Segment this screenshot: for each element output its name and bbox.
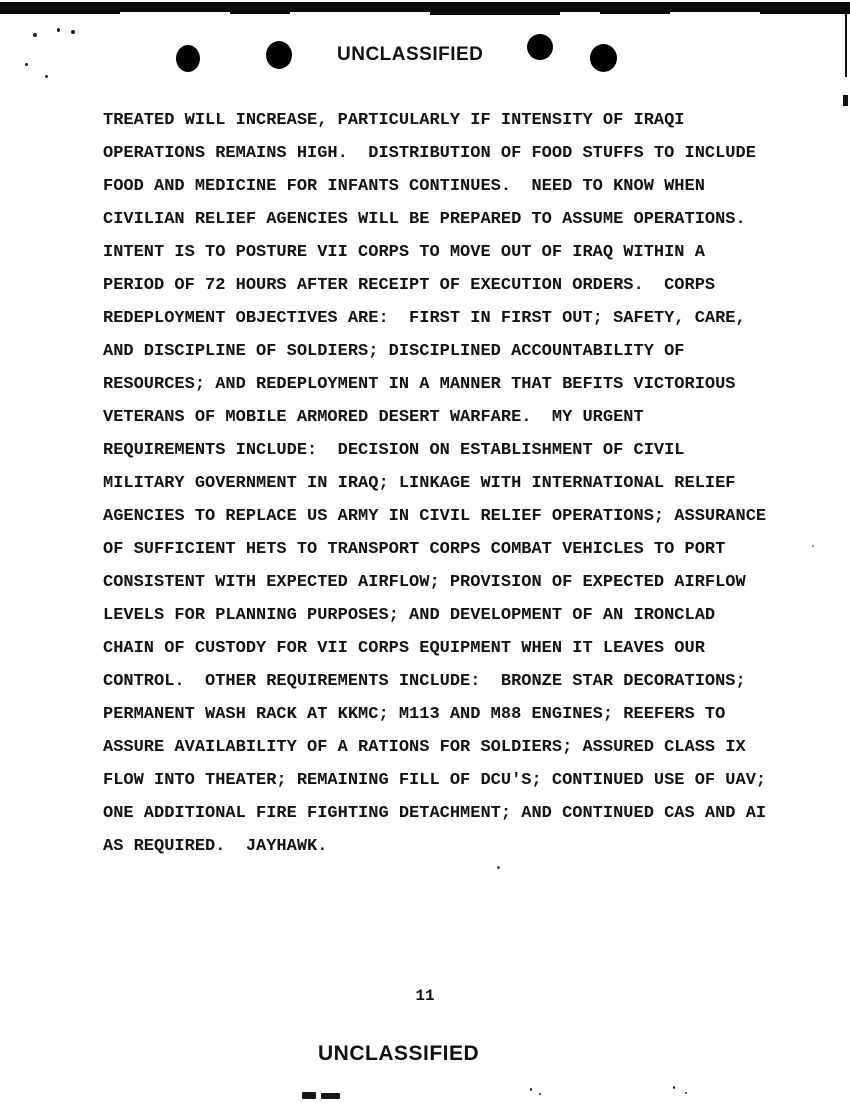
text-line: REQUIREMENTS INCLUDE: DECISION ON ESTABLISHMENT OF CIVIL [103, 441, 685, 460]
scan-artifact-right-line [845, 11, 847, 77]
scan-speck [57, 28, 60, 32]
punch-mark [590, 44, 617, 72]
scan-speck [539, 1093, 541, 1095]
text-line: AS REQUIRED. JAYHAWK. [103, 837, 328, 856]
scan-speck [25, 63, 28, 66]
scan-speck [673, 1086, 675, 1089]
scan-artifact [0, 12, 120, 14]
text-line: CONTROL. OTHER REQUIREMENTS INCLUDE: BRONZE STAR DECORATIONS; [103, 672, 746, 691]
page-number: 11 [415, 987, 435, 1005]
text-line: PERIOD OF 72 HOURS AFTER RECEIPT OF EXECUTION ORDERS. CORPS [103, 276, 716, 295]
scan-artifact [600, 12, 670, 14]
text-line: AGENCIES TO REPLACE US ARMY IN CIVIL RELIEF OPERATIONS; ASSURANCE [103, 507, 767, 526]
scan-speck [45, 75, 48, 78]
scan-artifact-top-bar [0, 2, 850, 12]
scan-artifact-fragment [321, 1093, 340, 1099]
text-line: CHAIN OF CUSTODY FOR VII CORPS EQUIPMENT WHEN IT LEAVES OUR [103, 639, 705, 658]
text-line: PERMANENT WASH RACK AT KKMC; M113 AND M88 ENGINES; REEFERS TO [103, 705, 726, 724]
punch-mark [266, 41, 292, 69]
scan-artifact [760, 12, 850, 14]
text-line: REDEPLOYMENT OBJECTIVES ARE: FIRST IN FIRST OUT; SAFETY, CARE, [103, 309, 746, 328]
text-line: OPERATIONS REMAINS HIGH. DISTRIBUTION OF FOOD STUFFS TO INCLUDE [103, 144, 756, 163]
scan-speck [685, 1092, 687, 1094]
text-line: ONE ADDITIONAL FIRE FIGHTING DETACHMENT; AND CONTINUED CAS AND AI [103, 804, 767, 823]
footer-classification-label: UNCLASSIFIED [318, 1042, 480, 1065]
text-line: FLOW INTO THEATER; REMAINING FILL OF DCU'S; CONTINUED USE OF UAV; [103, 771, 767, 790]
punch-mark [176, 45, 200, 72]
scan-speck [497, 866, 500, 869]
scan-artifact-right-tick [843, 95, 848, 106]
text-line: OF SUFFICIENT HETS TO TRANSPORT CORPS COMBAT VEHICLES TO PORT [103, 540, 726, 559]
scan-artifact [430, 12, 560, 15]
scan-speck [530, 1088, 532, 1091]
document-body [103, 104, 793, 863]
scan-speck [71, 30, 75, 34]
header-classification-label: UNCLASSIFIED [337, 44, 484, 65]
text-line: VETERANS OF MOBILE ARMORED DESERT WARFARE. MY URGENT [103, 408, 644, 427]
scan-artifact-fragment [302, 1092, 316, 1099]
text-line: LEVELS FOR PLANNING PURPOSES; AND DEVELOPMENT OF AN IRONCLAD [103, 606, 716, 625]
text-line: CIVILIAN RELIEF AGENCIES WILL BE PREPARED TO ASSUME OPERATIONS. [103, 210, 746, 229]
text-line: ASSURE AVAILABILITY OF A RATIONS FOR SOLDIERS; ASSURED CLASS IX [103, 738, 746, 757]
text-line: INTENT IS TO POSTURE VII CORPS TO MOVE OUT OF IRAQ WITHIN A [103, 243, 705, 262]
text-line: AND DISCIPLINE OF SOLDIERS; DISCIPLINED ACCOUNTABILITY OF [103, 342, 685, 361]
text-line: FOOD AND MEDICINE FOR INFANTS CONTINUES. NEED TO KNOW WHEN [103, 177, 705, 196]
scan-speck [33, 33, 37, 37]
scan-artifact [230, 12, 290, 14]
text-line: CONSISTENT WITH EXPECTED AIRFLOW; PROVISION OF EXPECTED AIRFLOW [103, 573, 746, 592]
punch-mark [527, 34, 553, 60]
text-line: RESOURCES; AND REDEPLOYMENT IN A MANNER THAT BEFITS VICTORIOUS [103, 375, 736, 394]
text-line: TREATED WILL INCREASE, PARTICULARLY IF INTENSITY OF IRAQI [103, 111, 685, 130]
text-line: MILITARY GOVERNMENT IN IRAQ; LINKAGE WITH INTERNATIONAL RELIEF [103, 474, 736, 493]
scan-speck [812, 545, 814, 547]
